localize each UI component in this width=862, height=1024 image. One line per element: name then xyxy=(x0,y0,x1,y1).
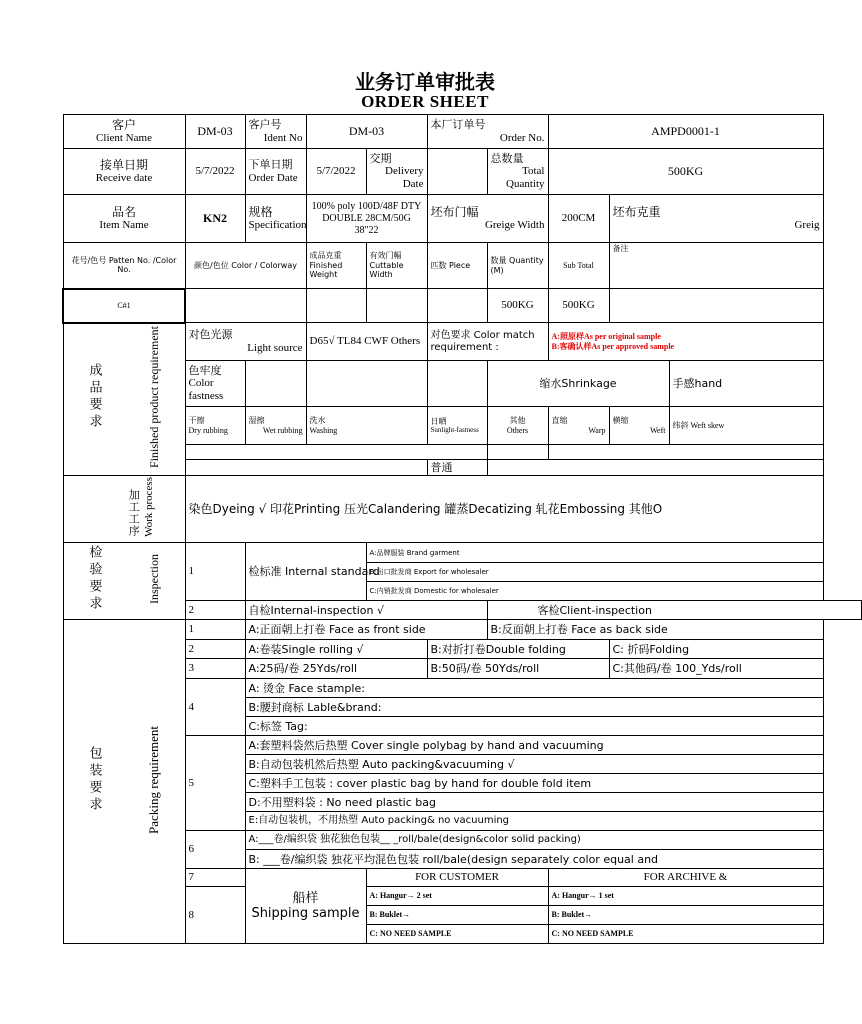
packing-5b: B:自动包装机然后热塑 Auto packing&vacuuming √ xyxy=(245,755,823,774)
packing-6a: A:___卷/编织袋 独花独色包装__ _roll/bale(design&color solid packing) xyxy=(245,831,823,850)
color-match-options: A:照原样As per original sample B:客确认样As per approved sample xyxy=(548,323,823,361)
delivery-date-label: 交期 Delivery Date xyxy=(366,149,427,195)
fastness-blank-1 xyxy=(245,361,306,407)
colorway-cell xyxy=(185,289,306,323)
for-archive-header: FOR ARCHIVE & xyxy=(548,869,823,887)
col-finished-weight: 成品克重 Finished Weight xyxy=(306,243,366,289)
others-label: 其他 Others xyxy=(487,407,548,445)
order-no-value: AMPD0001-1 xyxy=(548,115,823,149)
header-row-client xyxy=(63,115,862,149)
weft-skew-label: 纬斜 Weft skew xyxy=(669,407,823,445)
delivery-date-value xyxy=(427,149,487,195)
item-name-value: KN2 xyxy=(185,195,245,243)
weft-label: 横缩 Weft xyxy=(609,407,669,445)
col-piece: 匹数 Piece xyxy=(427,243,487,289)
for-customer-header: FOR CUSTOMER xyxy=(366,869,548,887)
process-left-spacer xyxy=(63,476,124,543)
packing-5c: C:塑料手工包装 : cover plastic bag by hand for double fold item xyxy=(245,774,823,793)
process-side-label: 加工工序 Work process xyxy=(124,476,185,543)
order-no-label: 本厂订单号 Order No. xyxy=(427,115,548,149)
quantity-cell: 500KG xyxy=(487,289,548,323)
packing-num-3: 3 xyxy=(185,659,245,679)
packing-4c: C:标签 Tag: xyxy=(245,717,823,736)
ident-no-label: 客户号 Ident No xyxy=(245,115,306,149)
packing-3b: B:50码/卷 50Yds/roll xyxy=(427,659,609,679)
light-source-options: D65√ TL84 CWF Others xyxy=(306,323,427,361)
packing-5d: D:不用塑料袋 : No need plastic bag xyxy=(245,793,823,812)
inspection-side-cn: 检验要求 xyxy=(63,543,124,620)
internal-standard-label: 检标准 Internal standard xyxy=(245,543,366,601)
client-name-value: DM-03 xyxy=(185,115,245,149)
greige-width-label: 坯布门幅 Greige Width xyxy=(427,195,548,243)
greige-weight-label: 坯布克重 Greig xyxy=(609,195,823,243)
client-inspection-label: 客检Client-inspection xyxy=(487,601,862,620)
packing-num-1: 1 xyxy=(185,620,245,640)
header-row-dates xyxy=(63,149,862,195)
finished-side-cn: 成品要求 xyxy=(63,323,124,476)
color-match-label: 对色要求 Color match requirement : xyxy=(427,323,548,361)
packing-4b: B:腰封商标 Lable&brand: xyxy=(245,698,823,717)
work-process-row xyxy=(63,476,862,543)
weight-cell xyxy=(306,289,366,323)
sunlight-label: 日晒 Sunlight-fastness xyxy=(427,407,487,445)
normal-label: 普通 xyxy=(427,460,487,476)
packing-1b: B:反面朝上打卷 Face as back side xyxy=(487,620,823,640)
receive-date-value: 5/7/2022 xyxy=(185,149,245,195)
piece-cell xyxy=(427,289,487,323)
fastness-values-blank xyxy=(185,445,487,460)
table-row xyxy=(63,289,862,323)
pattern-cell: C#1 xyxy=(63,289,185,323)
others-value xyxy=(487,445,548,460)
greige-width-value: 200CM xyxy=(548,195,609,243)
archive-option-a: A: Hangur→ 1 set xyxy=(548,887,823,906)
packing-num-4: 4 xyxy=(185,679,245,736)
col-cuttable-width: 有效门幅 Cuttable Width xyxy=(366,243,427,289)
washing-label: 洗水 Washing xyxy=(306,407,427,445)
customer-option-c: C: NO NEED SAMPLE xyxy=(366,925,548,944)
packing-num-2: 2 xyxy=(185,640,245,659)
total-quantity-value: 500KG xyxy=(548,149,823,195)
order-sheet-table xyxy=(62,114,862,944)
total-quantity-label: 总数量 Total Quantity xyxy=(487,149,548,195)
hand-feel-label: 手感hand xyxy=(669,361,823,407)
packing-side-cn: 包装要求 xyxy=(63,620,124,944)
inspection-num-1: 1 xyxy=(185,543,245,601)
wet-rubbing-label: 湿擦 Wet rubbing xyxy=(245,407,306,445)
packing-num-5: 5 xyxy=(185,736,245,831)
inspection-row-a xyxy=(63,543,862,563)
normal-blank-2 xyxy=(487,460,823,476)
receive-date-label: 接单日期 Receive date xyxy=(63,149,185,195)
packing-2b: B:对折打卷Double folding xyxy=(427,640,609,659)
self-inspection-label: 自检Internal-inspection √ xyxy=(245,601,487,620)
page-title-cn: 业务订单审批表 xyxy=(355,70,495,94)
customer-option-a: A: Hangur→ 2 set xyxy=(366,887,548,906)
client-name-label: 客户 Client Name xyxy=(63,115,185,149)
fastness-label: 色牢度 Color fastness xyxy=(185,361,245,407)
packing-5e: E:自动包装机，不用热塑 Auto packing& no vacuuming xyxy=(245,812,823,831)
header-row-item xyxy=(63,195,862,243)
standard-option-a: A:品牌服装 Brand garment xyxy=(366,543,823,563)
standard-option-b: B:出口批发商 Export for wholesaler xyxy=(366,563,823,582)
inspection-num-2: 2 xyxy=(185,601,245,620)
shrink-values-blank xyxy=(548,445,823,460)
inspection-side-en: Inspection xyxy=(124,543,185,620)
col-colorway: 颜色/色位 Color / Colorway xyxy=(185,243,306,289)
packing-2c: C: 折码Folding xyxy=(609,640,823,659)
customer-option-b: B: Buklet→ xyxy=(366,906,548,925)
remark-cell xyxy=(609,289,823,323)
packing-num-8: 8 xyxy=(185,887,245,944)
fastness-blank-3 xyxy=(427,361,487,407)
ident-no-value: DM-03 xyxy=(306,115,427,149)
cut-width-cell xyxy=(366,289,427,323)
archive-option-c: C: NO NEED SAMPLE xyxy=(548,925,823,944)
shrinkage-label: 缩水Shrinkage xyxy=(487,361,669,407)
light-source-row xyxy=(63,323,862,361)
order-sheet-table-wrapper xyxy=(62,114,820,944)
packing-6b: B: ___卷/编织袋 独花平均混色包装 roll/bale(design separately color equal and xyxy=(245,850,823,869)
dry-rubbing-label: 干擦 Dry rubbing xyxy=(185,407,245,445)
page-title-en: ORDER SHEET xyxy=(361,92,489,111)
normal-blank xyxy=(185,460,427,476)
specification-value: 100% poly 100D/48F DTY DOUBLE 28CM/50G 38"22 xyxy=(306,195,427,243)
standard-option-c: C:内销批发商 Domestic for wholesaler xyxy=(366,582,823,601)
col-remark: 备注 xyxy=(609,243,823,289)
finished-side-en: Finished product requirement xyxy=(124,323,185,476)
packing-num-7: 7 xyxy=(185,869,245,887)
packing-5a: A:套塑料袋然后热塑 Cover single polybag by hand and vacuuming xyxy=(245,736,823,755)
col-pattern-no: 花号/色号 Patten No. /Color No. xyxy=(63,243,185,289)
order-date-label: 下单日期 Order Date xyxy=(245,149,306,195)
specification-label: 规格 Specification xyxy=(245,195,306,243)
col-quantity: 数量 Quantity (M) xyxy=(487,243,548,289)
archive-option-b: B: Buklet→ xyxy=(548,906,823,925)
packing-3c: C:其他码/卷 100_Yds/roll xyxy=(609,659,823,679)
shipping-sample-label: 船样 Shipping sample xyxy=(245,869,366,944)
subtotal-cell: 500KG xyxy=(548,289,609,323)
fastness-blank-2 xyxy=(306,361,427,407)
packing-2a: A:卷装Single rolling √ xyxy=(245,640,427,659)
order-date-value: 5/7/2022 xyxy=(306,149,366,195)
packing-num-6: 6 xyxy=(185,831,245,869)
packing-side-en: Packing requirement xyxy=(124,620,185,944)
item-name-label: 品名 Item Name xyxy=(63,195,185,243)
column-header-row xyxy=(63,243,862,289)
packing-3a: A:25码/卷 25Yds/roll xyxy=(245,659,427,679)
work-process-options: 染色Dyeing √ 印花Printing 压光Calandering 罐蒸Decatizing 轧花Embossing 其他O xyxy=(185,476,823,543)
warp-label: 直缩 Warp xyxy=(548,407,609,445)
col-subtotal: Sub Total xyxy=(548,243,609,289)
packing-row-1 xyxy=(63,620,862,640)
packing-4a: A: 烫金 Face stample: xyxy=(245,679,823,698)
light-source-label: 对色光源 Light source xyxy=(185,323,306,361)
packing-1a: A:正面朝上打卷 Face as front side xyxy=(245,620,487,640)
